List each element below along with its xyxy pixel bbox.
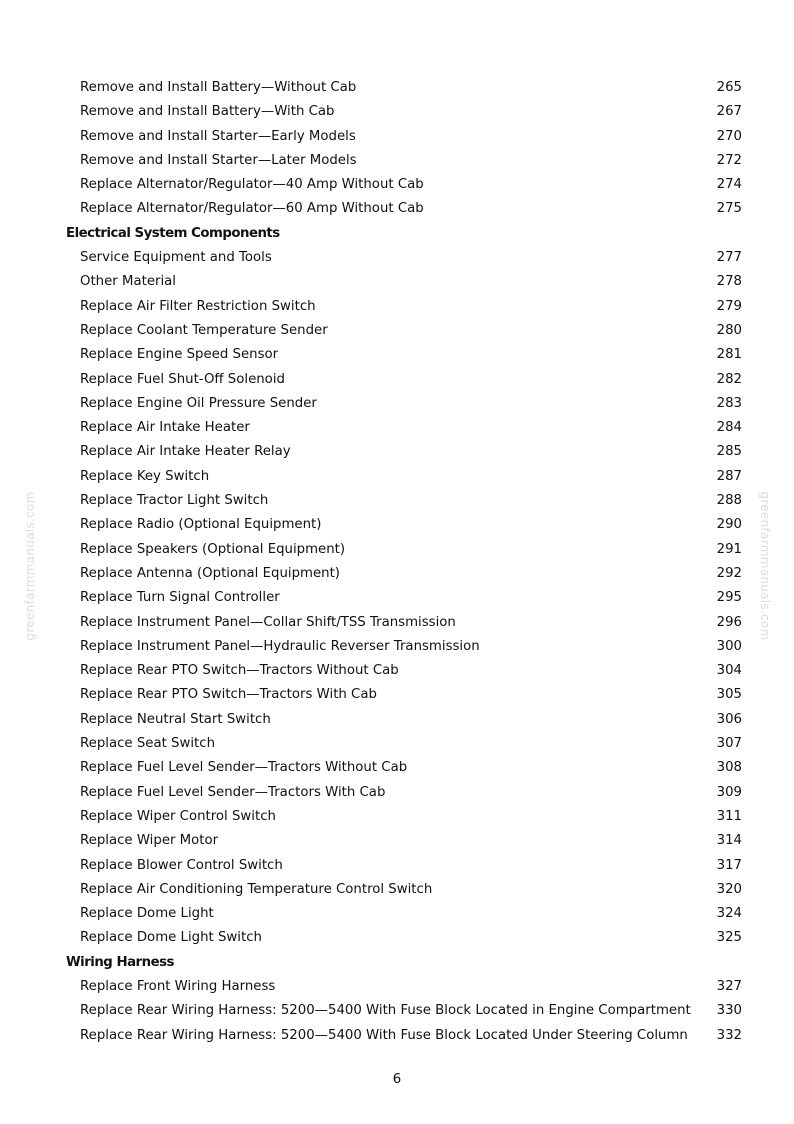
toc-entry[interactable]	[66, 149, 746, 173]
toc-entry[interactable]	[66, 781, 746, 805]
toc-entry-label: Replace Dome Light Switch	[80, 930, 262, 946]
toc-entry-label: Replace Engine Oil Pressure Sender	[80, 395, 317, 411]
toc-entry-label: Replace Antenna (Optional Equipment)	[80, 565, 340, 581]
toc-entry-label: Replace Neutral Start Switch	[80, 711, 271, 727]
toc-entry[interactable]	[66, 611, 746, 635]
toc-entry[interactable]	[66, 635, 746, 659]
toc-page-number: 281	[716, 347, 742, 363]
toc-entry[interactable]	[66, 513, 746, 537]
toc-page-number: 290	[716, 517, 742, 533]
toc-page-number: 272	[716, 152, 742, 168]
toc-entry-label: Replace Rear Wiring Harness: 5200—5400 With Fuse Block Located in Engine Compartment	[80, 1003, 691, 1019]
toc-page-number: 279	[716, 298, 742, 314]
toc-entry[interactable]	[66, 926, 746, 950]
toc-entry-label: Replace Air Intake Heater	[80, 420, 250, 436]
toc-entry[interactable]	[66, 125, 746, 149]
watermark-right: greenfarmmanuals.com	[758, 491, 772, 641]
toc-entry-label: Replace Air Intake Heater Relay	[80, 444, 291, 460]
toc-page-number: 292	[716, 565, 742, 581]
toc-page-number: 282	[716, 371, 742, 387]
toc-entry[interactable]	[66, 732, 746, 756]
toc-page-number: 308	[716, 760, 742, 776]
toc-entry-label: Replace Coolant Temperature Sender	[80, 322, 328, 338]
toc-page-number: 275	[716, 201, 742, 217]
toc-page-number: 265	[716, 80, 742, 95]
toc-entry[interactable]	[66, 854, 746, 878]
toc-entry-label: Replace Blower Control Switch	[80, 857, 283, 873]
toc-entry-label: Replace Rear PTO Switch—Tractors Without Cab	[80, 663, 399, 679]
toc-entry-label: Replace Instrument Panel—Hydraulic Reverser Transmission	[80, 638, 480, 654]
toc-entry-label: Remove and Install Starter—Later Models	[80, 152, 357, 168]
toc-entry-label: Replace Dome Light	[80, 906, 214, 922]
toc-page-number: 287	[716, 468, 742, 484]
toc-entry-label: Replace Wiper Motor	[80, 833, 219, 849]
toc-entry-label: Replace Fuel Level Sender—Tractors Without Cab	[80, 760, 408, 776]
toc-page-number: 332	[716, 1027, 742, 1043]
toc-entry[interactable]	[66, 392, 746, 416]
toc-entry-label: Replace Instrument Panel—Collar Shift/TSS Transmission	[80, 614, 456, 630]
toc-entry[interactable]	[66, 440, 746, 464]
toc-entry[interactable]	[66, 975, 746, 999]
toc-entry-label: Replace Speakers (Optional Equipment)	[80, 541, 346, 557]
page-number: 6	[392, 1072, 402, 1087]
toc-page-number: 304	[716, 663, 742, 679]
toc-page-number: 314	[716, 833, 742, 849]
toc-page-number: 307	[716, 736, 742, 752]
toc-page-number: 306	[716, 711, 742, 727]
toc-entry-label: Replace Key Switch	[80, 468, 210, 484]
toc-entry-label: Replace Turn Signal Controller	[80, 590, 280, 606]
toc-entry[interactable]	[66, 1024, 746, 1048]
toc-entry-label: Replace Radio (Optional Equipment)	[80, 517, 322, 533]
toc-entry-label: Replace Alternator/Regulator—40 Amp Without Cab	[80, 177, 424, 193]
toc-entry[interactable]	[66, 805, 746, 829]
toc-entry[interactable]	[66, 902, 746, 926]
toc-entry[interactable]	[66, 197, 746, 221]
toc-entry[interactable]	[66, 538, 746, 562]
toc-page-number: 295	[716, 590, 742, 606]
toc-entry[interactable]	[66, 343, 746, 367]
toc-page-number: 305	[716, 687, 742, 703]
toc-entry-label: Remove and Install Battery—Without Cab	[80, 80, 357, 95]
toc-page-number: 285	[716, 444, 742, 460]
toc-entry[interactable]	[66, 270, 746, 294]
toc-page-number: 317	[716, 857, 742, 873]
toc-page-number: 320	[716, 881, 742, 897]
toc-entry[interactable]	[66, 368, 746, 392]
toc-entry[interactable]	[66, 659, 746, 683]
toc-entry-label: Replace Tractor Light Switch	[80, 493, 269, 509]
table-of-contents	[66, 76, 746, 1048]
toc-page-number: 309	[716, 784, 742, 800]
toc-entry-label: Replace Front Wiring Harness	[80, 978, 276, 994]
toc-page-number: 296	[716, 614, 742, 630]
toc-page-number: 274	[716, 177, 742, 193]
toc-page-number: 288	[716, 493, 742, 509]
toc-entry-label: Replace Wiper Control Switch	[80, 808, 276, 824]
toc-entry-label: Replace Fuel Shut-Off Solenoid	[80, 371, 285, 387]
watermark-left: greenfarmmanuals.com	[23, 491, 37, 641]
toc-page-number: 300	[716, 638, 742, 654]
toc-entry[interactable]	[66, 878, 746, 902]
toc-entry-label: Other Material	[80, 274, 176, 290]
toc-entry-label: Replace Fuel Level Sender—Tractors With Cab	[80, 784, 386, 800]
toc-entry[interactable]	[66, 295, 746, 319]
toc-section-heading	[66, 951, 746, 975]
toc-entry[interactable]	[66, 100, 746, 124]
toc-entry[interactable]	[66, 829, 746, 853]
toc-entry-label: Replace Air Filter Restriction Switch	[80, 298, 316, 314]
toc-page-number: 284	[716, 420, 742, 436]
toc-entry-label: Replace Rear PTO Switch—Tractors With Cab	[80, 687, 377, 703]
toc-entry[interactable]	[66, 465, 746, 489]
toc-section-heading	[66, 222, 746, 246]
section-heading-label: Electrical System Components	[66, 225, 280, 241]
toc-page-number: 327	[716, 978, 742, 994]
toc-entry[interactable]	[66, 319, 746, 343]
toc-entry-label: Replace Seat Switch	[80, 736, 215, 752]
toc-entry[interactable]	[66, 708, 746, 732]
toc-page-number: 291	[716, 541, 742, 557]
section-heading-label: Wiring Harness	[66, 954, 174, 970]
toc-entry[interactable]	[66, 76, 746, 100]
toc-entry[interactable]	[66, 489, 746, 513]
toc-entry-label: Service Equipment and Tools	[80, 250, 272, 266]
toc-page-number: 270	[716, 128, 742, 144]
toc-page-number: 325	[716, 930, 742, 946]
toc-entry[interactable]	[66, 562, 746, 586]
toc-entry-label: Replace Engine Speed Sensor	[80, 347, 279, 363]
toc-entry-label: Remove and Install Battery—With Cab	[80, 104, 335, 120]
toc-page-number: 311	[716, 808, 742, 824]
toc-entry[interactable]	[66, 756, 746, 780]
toc-entry-label: Replace Air Conditioning Temperature Control Switch	[80, 881, 433, 897]
toc-page-number: 280	[716, 322, 742, 338]
toc-entry[interactable]	[66, 586, 746, 610]
toc-entry-label: Replace Rear Wiring Harness: 5200—5400 With Fuse Block Located Under Steering Column	[80, 1027, 688, 1043]
toc-page-number: 278	[716, 274, 742, 290]
toc-page-number: 277	[716, 250, 742, 266]
toc-page-number: 324	[716, 906, 742, 922]
toc-page-number: 283	[716, 395, 742, 411]
toc-page-number: 267	[716, 104, 742, 120]
toc-entry-label: Remove and Install Starter—Early Models	[80, 128, 356, 144]
toc-entry[interactable]	[66, 999, 746, 1023]
toc-entry[interactable]	[66, 246, 746, 270]
toc-entry[interactable]	[66, 173, 746, 197]
toc-entry-label: Replace Alternator/Regulator—60 Amp Without Cab	[80, 201, 424, 217]
toc-entry[interactable]	[66, 683, 746, 707]
toc-page-number: 330	[716, 1003, 742, 1019]
toc-entry[interactable]	[66, 416, 746, 440]
